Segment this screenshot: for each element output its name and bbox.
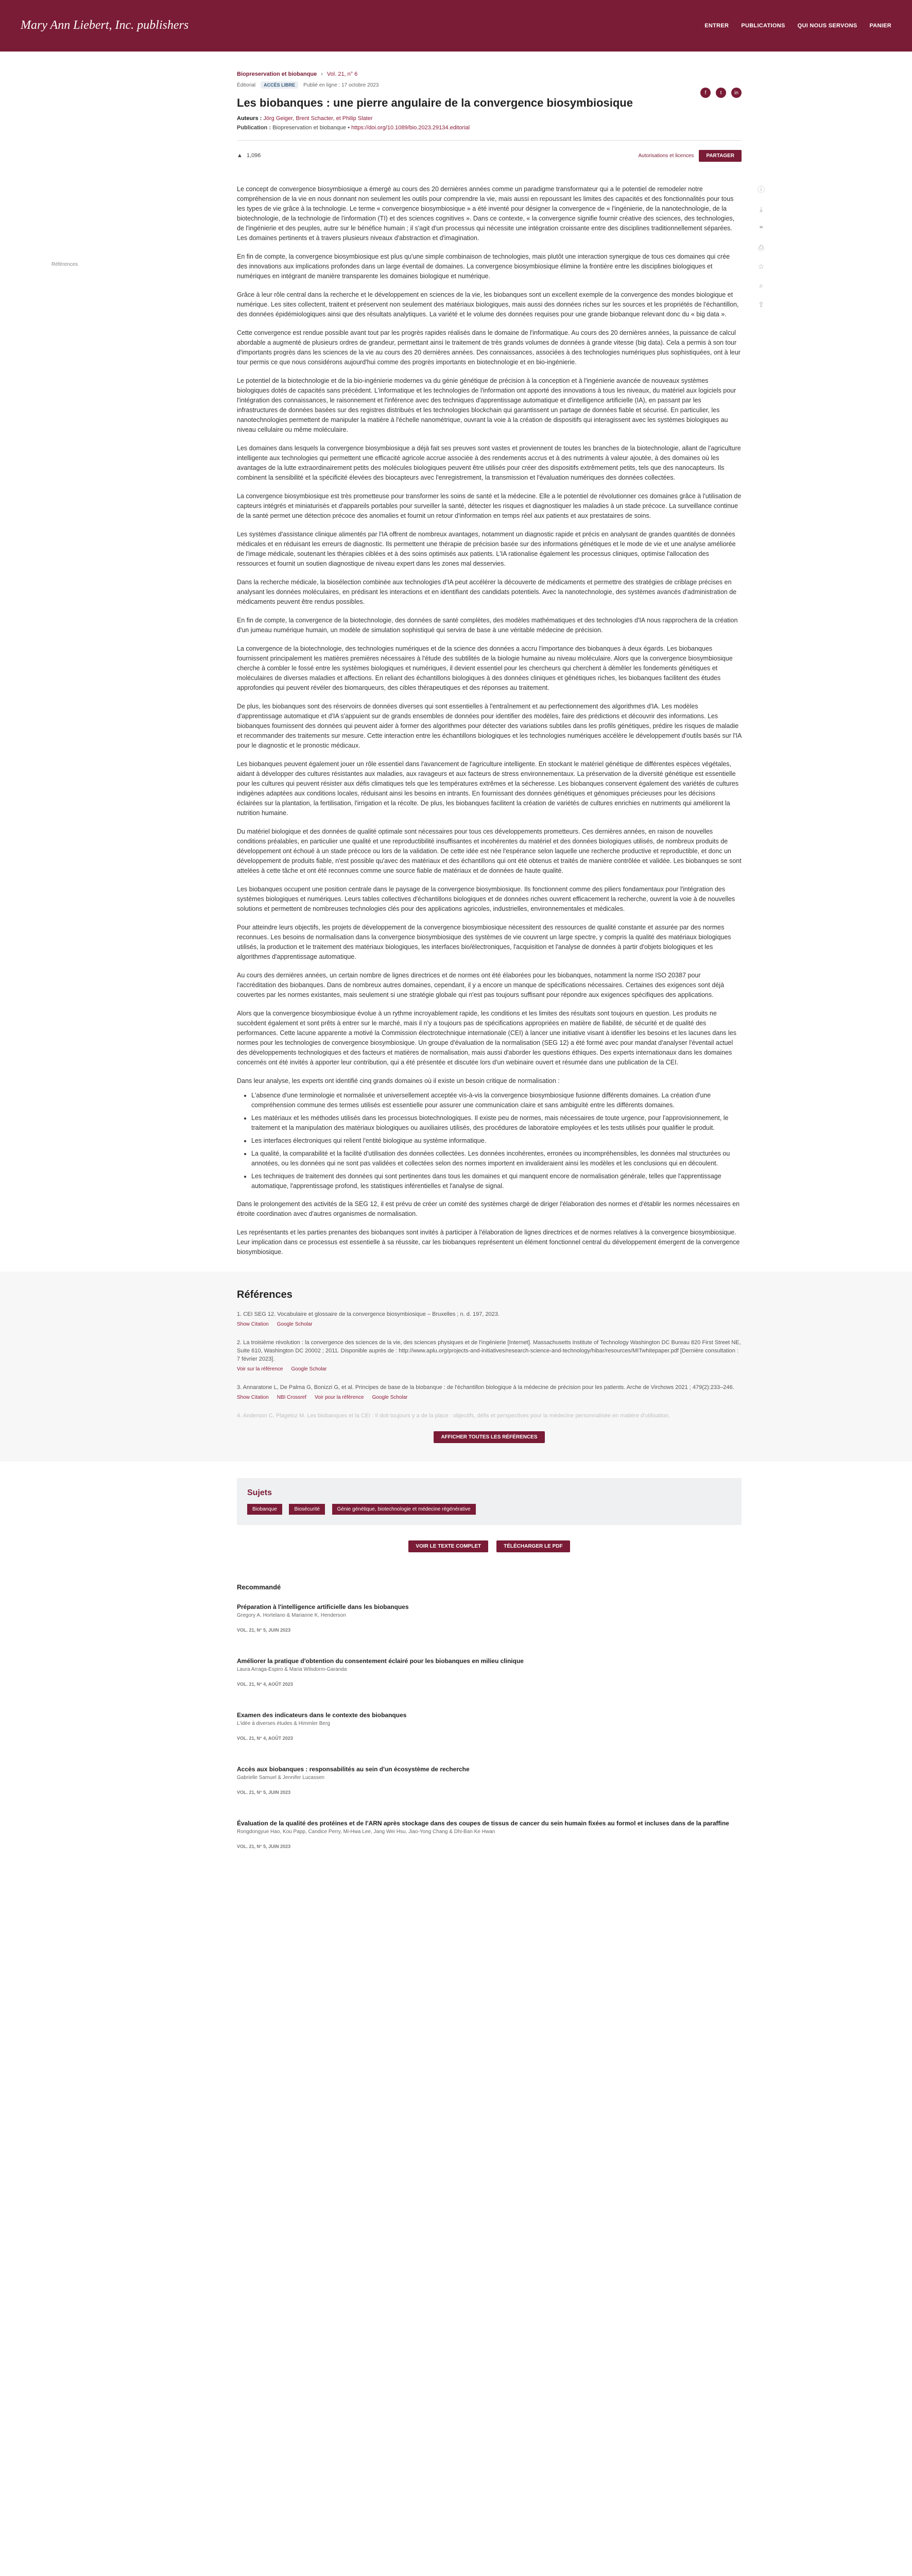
recommended-item[interactable] (237, 1657, 742, 1687)
show-all-references-button[interactable]: AFFICHER TOUTES LES RÉFÉRENCES (434, 1431, 544, 1443)
doi-link[interactable]: https://doi.org/10.1089/bio.2023.29134.editorial (351, 124, 470, 131)
breadcrumb-journal[interactable]: Biopreservation et biobanque (237, 71, 317, 77)
print-icon[interactable]: ⎙ (758, 243, 764, 251)
cite-icon[interactable]: ❝ (759, 224, 763, 232)
paragraph: De plus, les biobanques sont des réservoirs de données diverses qui sont essentielles à l'entraînement et au perfectionnement des algorithmes d'IA. Les modèles d'apprentissage automatique et d'IA s'appuient sur de grands ensembles de données pour identifier des modèles, faire des prédictions et découvrir des informations. Les biobanques fournissent des données qui peuvent aider à former des algorithmes pour détecter des variations subtiles dans les profils génétiques, prédire les risques de maladie et recommander des traitements sur mesure. Cette interaction entre les échantillons biologiques et les technologies numériques accélère le développement d'outils basés sur l'IA pour le diagnostic et le pronostic médicaux. (237, 702, 742, 749)
paragraph: Les domaines dans lesquels la convergence biosymbiosique a déjà fait ses preuves sont vastes et proviennent de toutes les branches de la biotechnologie, allant de l'agriculture intelligente aux technologies qui permettent une efficacité agricole accrue associée à des rendements accrus et à des nutriments à valeur ajoutée, à des domaines où les avantages de la lutte extraordinairement petits des molécules biologiques peuvent être utilisés pour créer des dispositifs extrêmement petits, tels que des nanocapteurs. Ils combinent la sensibilité et la spécificité élevées des biocapteurs avec l'enregistrement, la transmission et l'évaluation numériques des données collectées. (237, 444, 741, 481)
reference-text: 4. Anderson C, Plageloz M. Les biobanques et la CEI : Il doit toujours y a de la place : objectifs, défis et perspectives pour la médecine personnalisée en matière d'utilisation. (237, 1412, 670, 1419)
paragraph: En fin de compte, la convergence biosymbiosique est plus qu'une simple combinaison de technologies, mais plutôt une interaction synergique de tous ces domaines qui crée des innovations aux implications profondes dans un large éventail de domaines. La convergence biosymbiosique élimine la frontière entre les disciplines biologiques et numériques en intégrant de manière transparente les domaines biologique et numérique. (237, 252, 730, 280)
recommended-section (237, 1583, 742, 1849)
list-item: • Les matériaux et les méthodes utilisés dans les processus biotechnologiques. Il existe peu de normes, mais nécessaires de toute urgence, pour l'approvisionnement, le traitement et la manipulation des matériaux biologiques ou auxiliaires utilisés, des procédures de laboratoire employées et les tests utilisés pour qualifier le produit. (251, 1113, 742, 1133)
paragraph: La convergence biosymbiosique est très prometteuse pour transformer les soins de santé et la médecine. Elle a le potentiel de révolutionner ces domaines grâce à l'utilisation de capteurs intégrés et miniaturisés et d'appareils portables pour surveiller la santé, détecter les risques et diagnostiquer les maladies à un stade précoce. La surveillance continue de la santé permet une détection précoce des anomalies et fournit un retour d'information en temps réel aux patients et aux prestataires de soins. (237, 492, 742, 519)
open-access-badge: ACCÈS LIBRE (261, 81, 298, 89)
sidebar-references-link[interactable]: Références (51, 261, 78, 267)
authors-list[interactable]: Jörg Geiger, Brent Schacter, et Philip Slater (263, 115, 373, 122)
linkedin-icon[interactable]: in (731, 88, 742, 98)
crossref-link[interactable]: NBI Crossref (277, 1394, 306, 1400)
facebook-icon[interactable]: f (700, 88, 711, 98)
recommended-title: Recommandé (237, 1583, 281, 1591)
views-value: 1,096 (246, 152, 261, 159)
chevron-right-icon: › (321, 71, 323, 77)
paragraph: Dans leur analyse, les experts ont identifié cinq grands domaines où il existe un besoin critique de normalisation : (237, 1077, 560, 1084)
share-icon[interactable]: ⇪ (758, 300, 764, 309)
recommended-item-volume: VOL. 21, N° 4, AOÛT 2023 (237, 1735, 293, 1741)
reference-item (237, 1383, 742, 1400)
article-title: Les biobanques : une pierre angulaire de la convergence biosymbiosique (237, 96, 633, 109)
recommended-item-authors: L'idée à diverses études & Himmler Berg (237, 1720, 330, 1726)
subjects-box (237, 1478, 742, 1525)
action-bar (237, 150, 742, 162)
google-scholar-link[interactable]: Google Scholar (372, 1394, 408, 1400)
google-scholar-link[interactable]: Google Scholar (277, 1321, 313, 1327)
paragraph: Du matériel biologique et des données de qualité optimale sont nécessaires pour tous ces développements prometteurs. Ces dernières années, en raison de nouvelles conditions préalables, en particulier une qualité et une reproductibilité insuffisantes et incohérentes du matériel et des données biologiques utilisés, de nombreux produits de développement ont échoué à un stade précoce ou lors de la validation. De cette idée est née l'espérance selon laquelle une recherche productive et reproductible, et donc un développement de produits fiable, n'est possible qu'avec des matériaux et des échantillons qui ont été obtenus et traités de manière contrôlée et validée. Les biobanques se sont attelées à cette tâche et ont été reconnues comme une source fiable de matériaux et de données de haute qualité. (237, 827, 742, 874)
show-citation-link[interactable]: Show Citation (237, 1321, 269, 1327)
article-body (51, 184, 765, 1257)
recommended-item-authors: Rongdongyue Hao, Kou Papp, Candice Perry, Mi-Hwa Lee, Jang Wei Hsu, Jiao-Yong Chang & Dhi-Ban Ke Hwan (237, 1828, 495, 1835)
nav-publications[interactable]: PUBLICATIONS (741, 23, 785, 29)
breadcrumb (237, 71, 742, 77)
download-icon[interactable]: ⤓ (759, 205, 763, 213)
recommended-item-title[interactable]: Préparation à l'intelligence artificielle dans les biobanques (237, 1603, 409, 1611)
recommended-item[interactable] (237, 1766, 742, 1795)
recommended-item-authors: Gabrielle Samuel & Jennifer Lucassen (237, 1774, 325, 1781)
view-reference-link[interactable]: Voir pour la référence (314, 1394, 364, 1400)
nav-enter[interactable]: ENTRER (704, 23, 729, 29)
recommended-item[interactable] (237, 1820, 742, 1849)
recommended-item[interactable] (237, 1603, 742, 1633)
paragraph: En fin de compte, la convergence de la biotechnologie, des données de santé complètes, des modèles mathématiques et des technologies d'IA nous rapprochera de la création d'un jumeau numérique humain, un modèle de simulation sophistiqué qui servira de base à une véritable médecine de précision. (237, 616, 738, 634)
paragraph: Les biobanques occupent une position centrale dans le paysage de la convergence biosymbiosique. Ils fonctionnent comme des piliers fondamentaux pour l'intégration des systèmes biologiques et numériques. Leurs tables collectives d'échantillons biologiques et de données riches ouvrent efficacement la recherche, ouvrent la voie à de nouvelles solutions et permettent de nombreuses technologies clés pour des applications agricoles, industrielles, environnementales et médicales. (237, 885, 735, 912)
paragraph: Les biobanques peuvent également jouer un rôle essentiel dans l'avancement de l'agriculture intelligente. En stockant le matériel génétique de différentes espèces végétales, aidant à développer des cultures résistantes aux maladies, aux ravageurs et aux facteurs de stress environnementaux. La préservation de la diversité génétique est essentielle pour les cultures qui peuvent résister aux défis climatiques tels que les températures extrêmes et la sécheresse. Les biobanques conservent également des variétés de cultures indigènes adaptées aux conditions locales, réduisant ainsi les besoins en intrants. En fournissant des données génétiques et génomiques précieuses pour les décisions éclairées sur la plantation, la fertilisation, l'irrigation et la récolte. De plus, les biobanques facilitent la création de variétés de cultures enrichies en nutriments qui améliorent la nutrition humaine. (237, 760, 739, 817)
twitter-icon[interactable]: t (716, 88, 726, 98)
search-icon[interactable]: ⌕ (759, 281, 763, 290)
views-count (237, 152, 261, 159)
list-item: • Les techniques de traitement des données qui sont pertinentes dans tous les domaines et qui manquent encore de normalisation générale, telles que l'apprentissage automatique, l'apprentissage profond, les statistiques inférentielles et l'analyse de signal. (251, 1172, 742, 1191)
reference-item (237, 1338, 742, 1372)
recommended-item-authors: Laura Arraga-Espiro & Maria Wilsdorm-Garanda (237, 1666, 347, 1672)
breadcrumb-volume[interactable]: Vol. 21, n° 6 (326, 71, 358, 77)
reference-text: 1. CEI SEG 12. Vocabulaire et glossaire de la convergence biosymbiosique – Bruxelles ; n. d. 197, 2023. (237, 1311, 500, 1317)
list-item: • L'absence d'une terminologie et normalisée et universellement acceptée vis-à-vis la convergence biosymbiosique fusionne différents domaines. La création d'une compréhension commune des termes utilisés est essentielle pour assurer une communication claire et sans ambiguïté entre les différents domaines. (251, 1091, 742, 1110)
authors-label: Auteurs : (237, 115, 262, 122)
subjects-title: Sujets (247, 1488, 272, 1497)
main-nav (704, 23, 891, 29)
reference-text: 2. La troisième révolution : la convergence des sciences de la vie, des sciences physiques et de l'ingénierie [Internet]. Massachusetts Institute of Technology Washington DC Bureau 820 First Street NE, Suite 610, Washington DC 20002 ; 2011. Disponible auprès de : http://www.aplu.org/projects-and-initiatives/research-science-and-technology/hibar/resources/MITwhitepaper.pdf [Dernière consultation : 7 février 2023]. (237, 1339, 741, 1362)
divider (237, 140, 742, 141)
recommended-item-title[interactable]: Évaluation de la qualité des protéines et de l'ARN après stockage dans des coupes de tissus de cancer du sein humain fixées au formol et incluses dans de la paraffine (237, 1819, 729, 1827)
download-pdf-button[interactable]: TÉLÉCHARGER LE PDF (496, 1540, 570, 1552)
article-tools (756, 184, 766, 309)
nav-who-we-serve[interactable]: QUI NOUS SERVONS (797, 23, 857, 29)
recommended-item-volume: VOL. 21, N° 5, JUIN 2023 (237, 1789, 291, 1795)
subject-chip[interactable]: Biobanque (247, 1504, 282, 1515)
subject-chip[interactable]: Biosécurité (289, 1504, 324, 1515)
recommended-item-authors: Gregory A. Hortelano & Marianne K. Henderson (237, 1612, 346, 1618)
paragraph: Pour atteindre leurs objectifs, les projets de développement de la convergence biosymbiosique nécessitent des ressources de qualité constante et assurée par des normes reconnues. Les besoins de normalisation dans la convergence biosymbiosique des systèmes de vie couvrent un large spectre, y compris la qualité des matériaux biologiques utilisés, la production et le traitement des matériaux biologiques, les interfaces bio/électroniques, l'acquisition et l'analyse de données à partir d'objets biologiques et les algorithmes d'apprentissage automatique. (237, 923, 731, 960)
chart-icon: ▲ (237, 152, 243, 159)
article-main (51, 71, 765, 1849)
article-meta (237, 81, 742, 89)
google-scholar-link[interactable]: Google Scholar (291, 1366, 327, 1372)
recommended-item-title[interactable]: Examen des indicateurs dans le contexte des biobanques (237, 1711, 407, 1719)
publication-line: Publication : Biopreservation et biobanque • https://doi.org/10.1089/bio.2023.29134.editorial (237, 124, 470, 131)
paragraph: Alors que la convergence biosymbiosique évolue à un rythme incroyablement rapide, les conditions et les limites des résultats sont toujours en question. Les produits ne succèdent également et sont prêts à entrer sur le marché, mais il n'y a toujours pas de spécifications appropriées en matière de fiabilité, de sécurité et de qualité des performances. Cette lacune apparente a motivé la Commission électrotechnique internationale (CEI) à lancer une initiative visant à identifier les besoins et les lacunes dans les normes pour les technologies de convergence biosymbiosique. Un groupe d'évaluation de la normalisation (SEG 12) a été formé avec pour mandat d'analyser l'éventail actuel des développements technologiques et des facteurs et matières de normalisation, mais aussi d'aborder les questions éthiques. Des experts internationaux dans les domaines concernés ont été invités à apporter leur contribution, qui a été présentée et discutée lors d'un webinaire ouvert et résumée dans une publication de la CEI. (237, 1009, 736, 1066)
reference-item (237, 1412, 742, 1420)
info-icon[interactable]: ⓘ (758, 185, 765, 194)
reference-text: 3. Annaratone L, De Palma G, Bonizzi G, et al. Principes de base de la biobanque : de l'échantillon biologique à la médecine de précision pour les patients. Arche de Virchows 2021 ; 479(2):233–246. (237, 1384, 734, 1391)
nav-cart[interactable]: PANIER (869, 23, 891, 29)
list-item: • Les interfaces électroniques qui relient l'entité biologique au système informatique. (251, 1136, 742, 1146)
paragraph: Le potentiel de la biotechnologie et de la bio-ingénierie modernes va du génie génétique de précision à la conception et à l'ingénierie avancée de nouveaux systèmes biologiques dotés de capacités sans précédent. L'informatique et les technologies de l'information ont apporté des innovations à tous les niveaux, du matériel aux logiciels pour l'intégration des connaissances, le raisonnement et l'inférence avec des techniques d'apprentissage automatique et d'intelligence artificielle (IA), en passant par les infrastructures de données basées sur des registres distribués et les technologies blockchain qui garantissent un partage de données fiable et sécurisé. En particulier, les nanotechnologies permettent de manipuler la matière à l'échelle nanométrique, ouvrant la voie à la création de dispositifs qui interagissent avec les systèmes biologiques au niveau cellulaire ou même moléculaire. (237, 377, 736, 433)
recommended-item-volume: VOL. 21, N° 5, JUIN 2023 (237, 1627, 291, 1633)
paragraph: Dans le prolongement des activités de la SEG 12, il est prévu de créer un comité des systèmes chargé de diriger l'élaboration des normes et d'établir les normes nécessaires en étroite coordination avec d'autres organismes de normalisation. (237, 1200, 740, 1217)
authors-line (237, 115, 742, 122)
bookmark-icon[interactable]: ☆ (758, 262, 765, 270)
reference-item (237, 1310, 742, 1327)
recommended-item-title[interactable]: Accès aux biobanques : responsabilités au sein d'un écosystème de recherche (237, 1765, 470, 1773)
paragraph: Cette convergence est rendue possible avant tout par les progrès rapides réalisés dans le domaine de l'informatique. Au cours des 20 dernières années, la puissance de calcul abordable a augmenté de plusieurs ordres de grandeur, permettant ainsi le traitement de très grands volumes de données à grande vitesse (big data). Cela a permis à son tour d'importants progrès dans les sciences de la vie au cours des 20 dernières années. Des connaissances, associées à des technologies numériques plus sophistiquées, ont à leur tour permis ce que nous considérons aujourd'hui comme des progrès importants en biotechnologie et en bio-ingénierie. (237, 329, 741, 366)
recommended-item-volume: VOL. 21, N° 4, AOÛT 2023 (237, 1681, 293, 1687)
paragraph: Grâce à leur rôle central dans la recherche et le développement en sciences de la vie, les biobanques sont un excellent exemple de la convergence des mondes biologique et numérique. Les sites collectent, traitent et préservent non seulement des matériaux biologiques, mais aussi des données riches sur les sources et les propriétés de l'échantillon, des données épidémiologiques ainsi que des résultats analytiques. La variété et le volume des données requises pour une grande biobanque relevant donc du « big data ». (237, 291, 739, 318)
publication-name: Biopreservation et biobanque (272, 124, 347, 131)
download-row (237, 1540, 742, 1552)
subject-chip[interactable]: Génie génétique, biotechnologie et médecine régénérative (332, 1504, 476, 1515)
share-icons (700, 88, 742, 98)
paragraph: Le concept de convergence biosymbiosique a émergé au cours des 20 dernières années comme un paradigme transformateur qui a le potentiel de remodeler notre compréhension de la vie en nous donnant non seulement les outils pour comprendre la vie, mais aussi en repoussant les limites des capacités et des fonctionnalités pour tous les types de vie grâce à la technologie. Le terme « convergence biosymbiosique » a été inventé pour désigner la convergence de « l'ingénierie, de la nanotechnologie, de la biotechnologie, de la technologie de l'information (TI) et des sciences cognitives ». Dans ce contexte, « la convergence signifie fournir créative des sciences, des technologies, de l'ingénierie et des peuples, autre sur le bénéfice humain ; il s'agit d'un processus qui nécessite une intégration croissante entre des disciplines traditionnellement séparées. Les domaines pertinents et à travers plusieurs niveaux d'abstraction et d'imagination. (237, 185, 735, 242)
paragraph: Au cours des dernières années, un certain nombre de lignes directrices et de normes ont été élaborées pour les biobanques, notamment la norme ISO 20387 pour l'accréditation des biobanques. Dans de nombreux autres domaines, cependant, il y a encore un manque de spécifications nécessaires. Certaines des exigences sont déjà couvertes par les normes existantes, mais seulement si une stratégie globale qui n'est pas toujours suffisant pour répondre aux exigences spécifiques des applications. (237, 971, 725, 998)
recommended-item-title[interactable]: Améliorer la pratique d'obtention du consentement éclairé pour les biobanques en milieu clinique (237, 1657, 524, 1665)
recommended-item-volume: VOL. 21, N° 5, JUIN 2023 (237, 1843, 291, 1849)
references-title: Références (237, 1289, 292, 1300)
paragraph: La convergence de la biotechnologie, des technologies numériques et de la science des données a accru l'importance des biobanques à deux égards. Les biobanques fournissent principalement les matières premières nécessaires à l'étude des subtilités de la biologie humaine au niveau moléculaire. Alors que la convergence biosymbiosique cherche à combler le fossé entre les systèmes biologiques et numériques, il devient essentiel pour les chercheurs qui cherchent à démêler les fondements génétiques et moléculaires de diverses maladies et affections. En reliant des échantillons biologiques à des données cliniques et génétiques riches, les biobanques facilitent des études approfondies qui peuvent révéler des biomarqueurs, des cibles thérapeutiques et des réponses au traitement. (237, 645, 733, 691)
permissions-link[interactable]: Autorisations et licences (638, 152, 694, 159)
publication-label: Publication : (237, 124, 271, 131)
view-reference-link[interactable]: Voir sur la référence (237, 1366, 283, 1372)
list-item: • La qualité, la comparabilité et la facilité d'utilisation des données collectées. Les données incohérentes, erronées ou incompréhensibles, les données mal structurées ou annotées, ou les données qui ne sont pas validées et collectées selon des normes importent en invalideraient ainsi les modèles et les conclusions qui en découlent. (251, 1149, 742, 1168)
full-text-button[interactable]: VOIR LE TEXTE COMPLET (408, 1540, 488, 1552)
show-citation-link[interactable]: Show Citation (237, 1394, 269, 1400)
publisher-logo[interactable]: Mary Ann Liebert, Inc. publishers (21, 19, 189, 32)
top-header (0, 0, 912, 52)
references-section (0, 1272, 912, 1462)
article-actions (639, 150, 742, 162)
article-type: Éditorial (237, 82, 256, 88)
share-button[interactable]: PARTAGER (699, 150, 742, 162)
paragraph: Les systèmes d'assistance clinique alimentés par l'IA offrent de nombreux avantages, notamment un diagnostic rapide et précis en analysant de grandes quantités de données médicales et en réduisant les erreurs de diagnostic. Ils permettent une thérapie de précision basée sur des informations génétiques et le mode de vie et une analyse améliorée de l'image médicale, soutenant les thérapies ciblées et à des soins optimisés aux patients. L'IA rationalise également les processus cliniques, optimise l'allocation des ressources et fournit un soutien diagnostique de niveau expert dans les zones mal desservies. (237, 530, 736, 567)
paragraph: Dans la recherche médicale, la biosélection combinée aux technologies d'IA peut accélérer la découverte de médicaments et permettre des stratégies de criblage précises en analysant les données moléculaires, en prédisant les interactions et en identifiant des candidats potentiels. Avec la nanotechnologie, des systèmes avancés d'administration de médicaments peuvent être rendus possibles. (237, 578, 737, 605)
paragraph: Les représentants et les parties prenantes des biobanques sont invités à participer à l'élaboration de lignes directrices et de normes relatives à la convergence biosymbiosique. Leur implication dans ce processus est essentielle à sa réussite, car les biobanques représentent un élément fonctionnel central du développement émergent de la convergence biosymbiosique. (237, 1228, 740, 1256)
standardization-list (251, 1091, 742, 1191)
recommended-item[interactable] (237, 1711, 742, 1741)
published-date: Publié en ligne : 17 octobre 2023 (303, 82, 379, 88)
